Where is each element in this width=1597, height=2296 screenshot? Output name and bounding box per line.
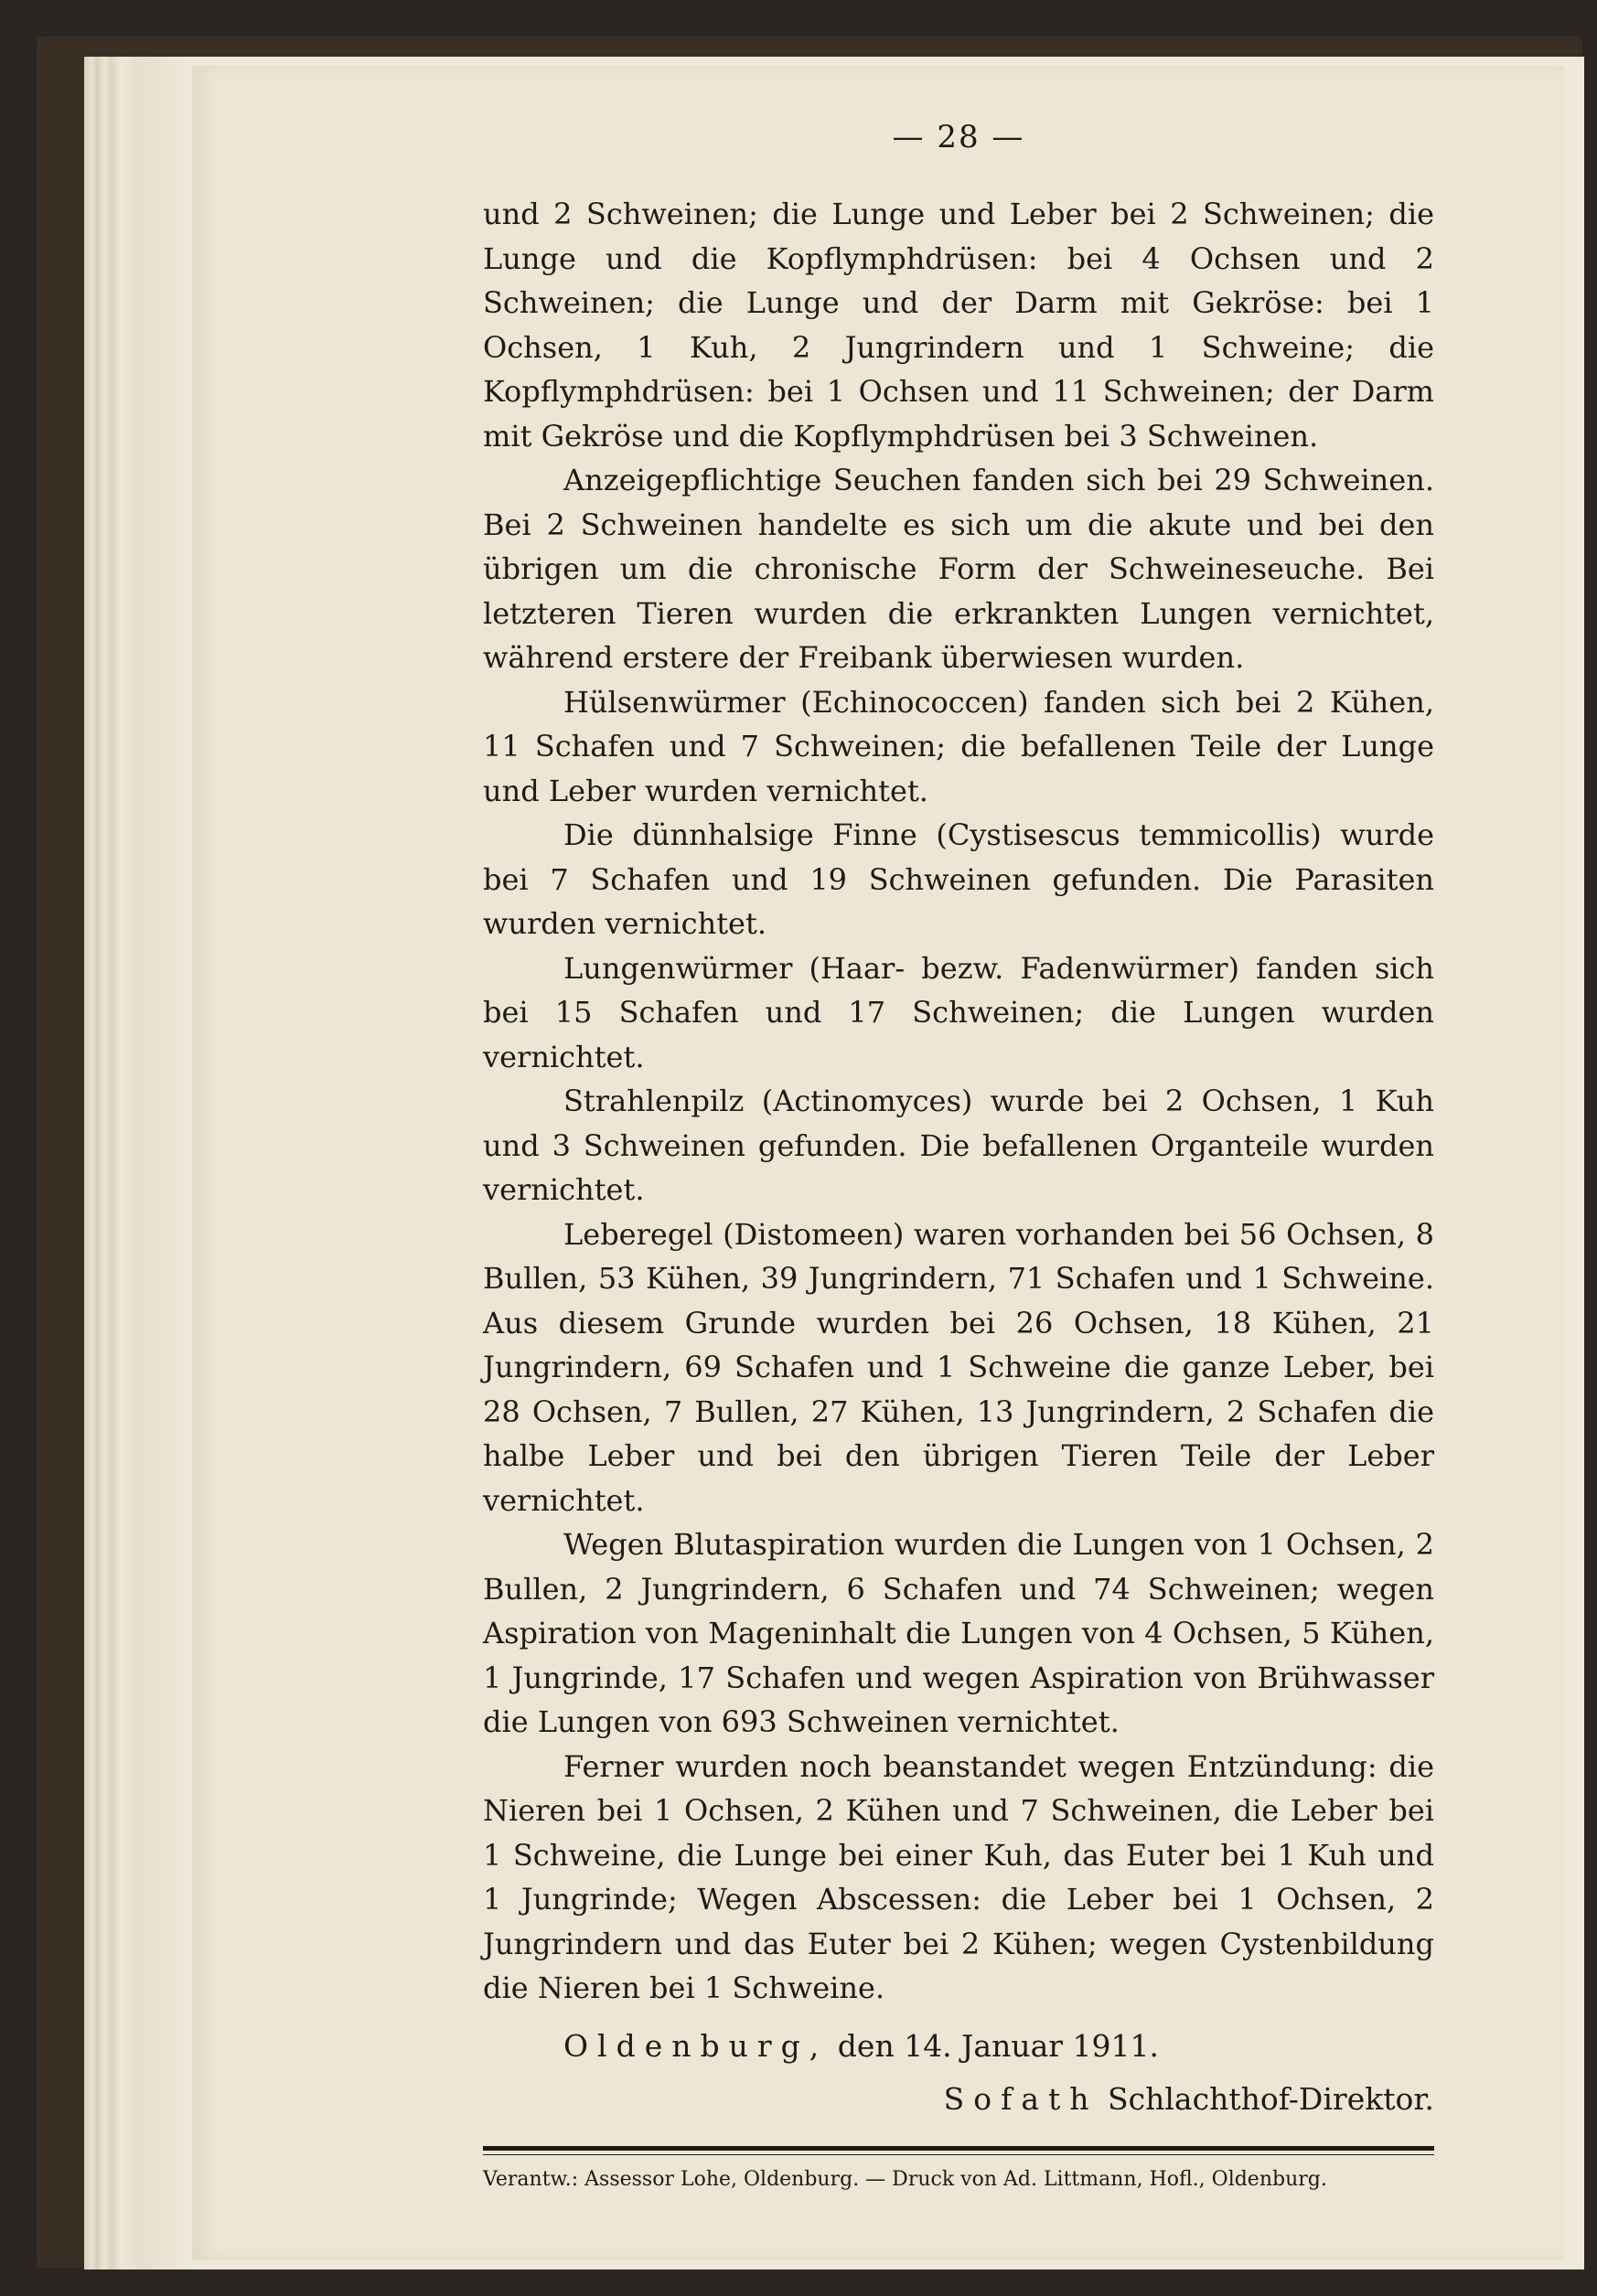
signature-date: den 14. Januar 1911. [837,2027,1159,2064]
imprint-footer: Verantw.: Assessor Lohe, Oldenburg. — Druck von Ad. Littmann, Hofl., Oldenburg. [483,2167,1327,2191]
paragraph-continuation: und 2 Schweinen; die Lunge und Leber bei 2 Schweinen; die Lunge und die Kopflymphdrüsen: bei 4 Ochsen und 2 Schweinen; die Lunge und der Darm mit Gekröse: bei 1 Ochsen, 1 Kuh, 2 Jungrindern und 1 Schweine; die Kopflymphdrüsen: bei 1 Ochsen und 11 Schweinen; der Darm mit Gekröse und die Kopflymphdrüsen bei 3 Schweinen. [483,197,1434,454]
signature-name: Sofath [943,2080,1099,2117]
paragraph-ferner: Ferner wurden noch beanstandet wegen Entzündung: die Nieren bei 1 Ochsen, 2 Kühen und 7 Schweinen, die Leber bei 1 Schweine, die Lunge bei einer Kuh, das Euter bei 1 Kuh und 1 Jungrinde; Wegen Abscessen: die Leber bei 1 Ochsen, 2 Jungrindern und das Euter bei 2 Kühen; wegen Cystenbildung die Nieren bei 1 Schweine. [483,1748,1434,2005]
signature-place: Oldenburg, [563,2027,829,2064]
paragraph-strahlenpilz: Strahlenpilz (Actinomyces) wurde bei 2 Ochsen, 1 Kuh und 3 Schweinen gefunden. Die befallenen Organteile wurden vernichtet. [483,1084,1434,1207]
paragraph-huelsenwuermer: Hülsenwürmer (Echinococcen) fanden sich bei 2 Kühen, 11 Schafen und 7 Schweinen; die befallenen Teile der Lunge und Leber wurden vernichtet. [483,684,1434,808]
paragraph-leberegel: Leberegel (Distomeen) waren vorhanden bei 56 Ochsen, 8 Bullen, 53 Kühen, 39 Jungrindern, 71 Schafen und 1 Schweine. Aus diesem Grunde wurden bei 26 Ochsen, 18 Kühen, 21 Jungrindern, 69 Schafen und 1 Schweine die ganze Leber, bei 28 Ochsen, 7 Bullen, 27 Kühen, 13 Jungrindern, 2 Schafen die halbe Leber und bei den übrigen Tieren Teile der Leber vernichtet. [483,1216,1434,1518]
paragraph-blutaspiration: Wegen Blutaspiration wurden die Lungen von 1 Ochsen, 2 Bullen, 2 Jungrindern, 6 Schafen und 74 Schweinen; wegen Aspiration von Mageninhalt die Lungen von 4 Ochsen, 5 Kühen, 1 Jungrinde, 17 Schafen und wegen Aspiration von Brühwasser die Lungen von 693 Schweinen vernichtet. [483,1527,1434,1739]
paragraph-seuchen: Anzeigepflichtige Seuchen fanden sich bei 29 Schweinen. Bei 2 Schweinen handelte es sich um die akute und bei den übrigen um die chronische Form der Schweineseuche. Bei letzteren Tieren wurden die erkrankten Lungen vernichtet, während erstere der Freibank überwiesen wurden. [483,463,1434,675]
page-content [483,119,1434,2195]
paragraph-lungenwuermer: Lungenwürmer (Haar- bezw. Fadenwürmer) fanden sich bei 15 Schafen und 17 Schweinen; die Lungen wurden vernichtet. [483,950,1434,1074]
footer-rule-thick [483,2146,1434,2151]
signature-place-date [483,2024,1434,2069]
page-number: — 28 — [892,119,1025,155]
footer-rule-thin [483,2154,1434,2155]
signature-name-title [483,2077,1434,2122]
signature-title: Schlachthof-Direktor. [1108,2080,1434,2117]
paragraph-finne: Die dünnhalsige Finne (Cystisescus temmicollis) wurde bei 7 Schafen und 19 Schweinen gefunden. Die Parasiten wurden vernichtet. [483,817,1434,941]
